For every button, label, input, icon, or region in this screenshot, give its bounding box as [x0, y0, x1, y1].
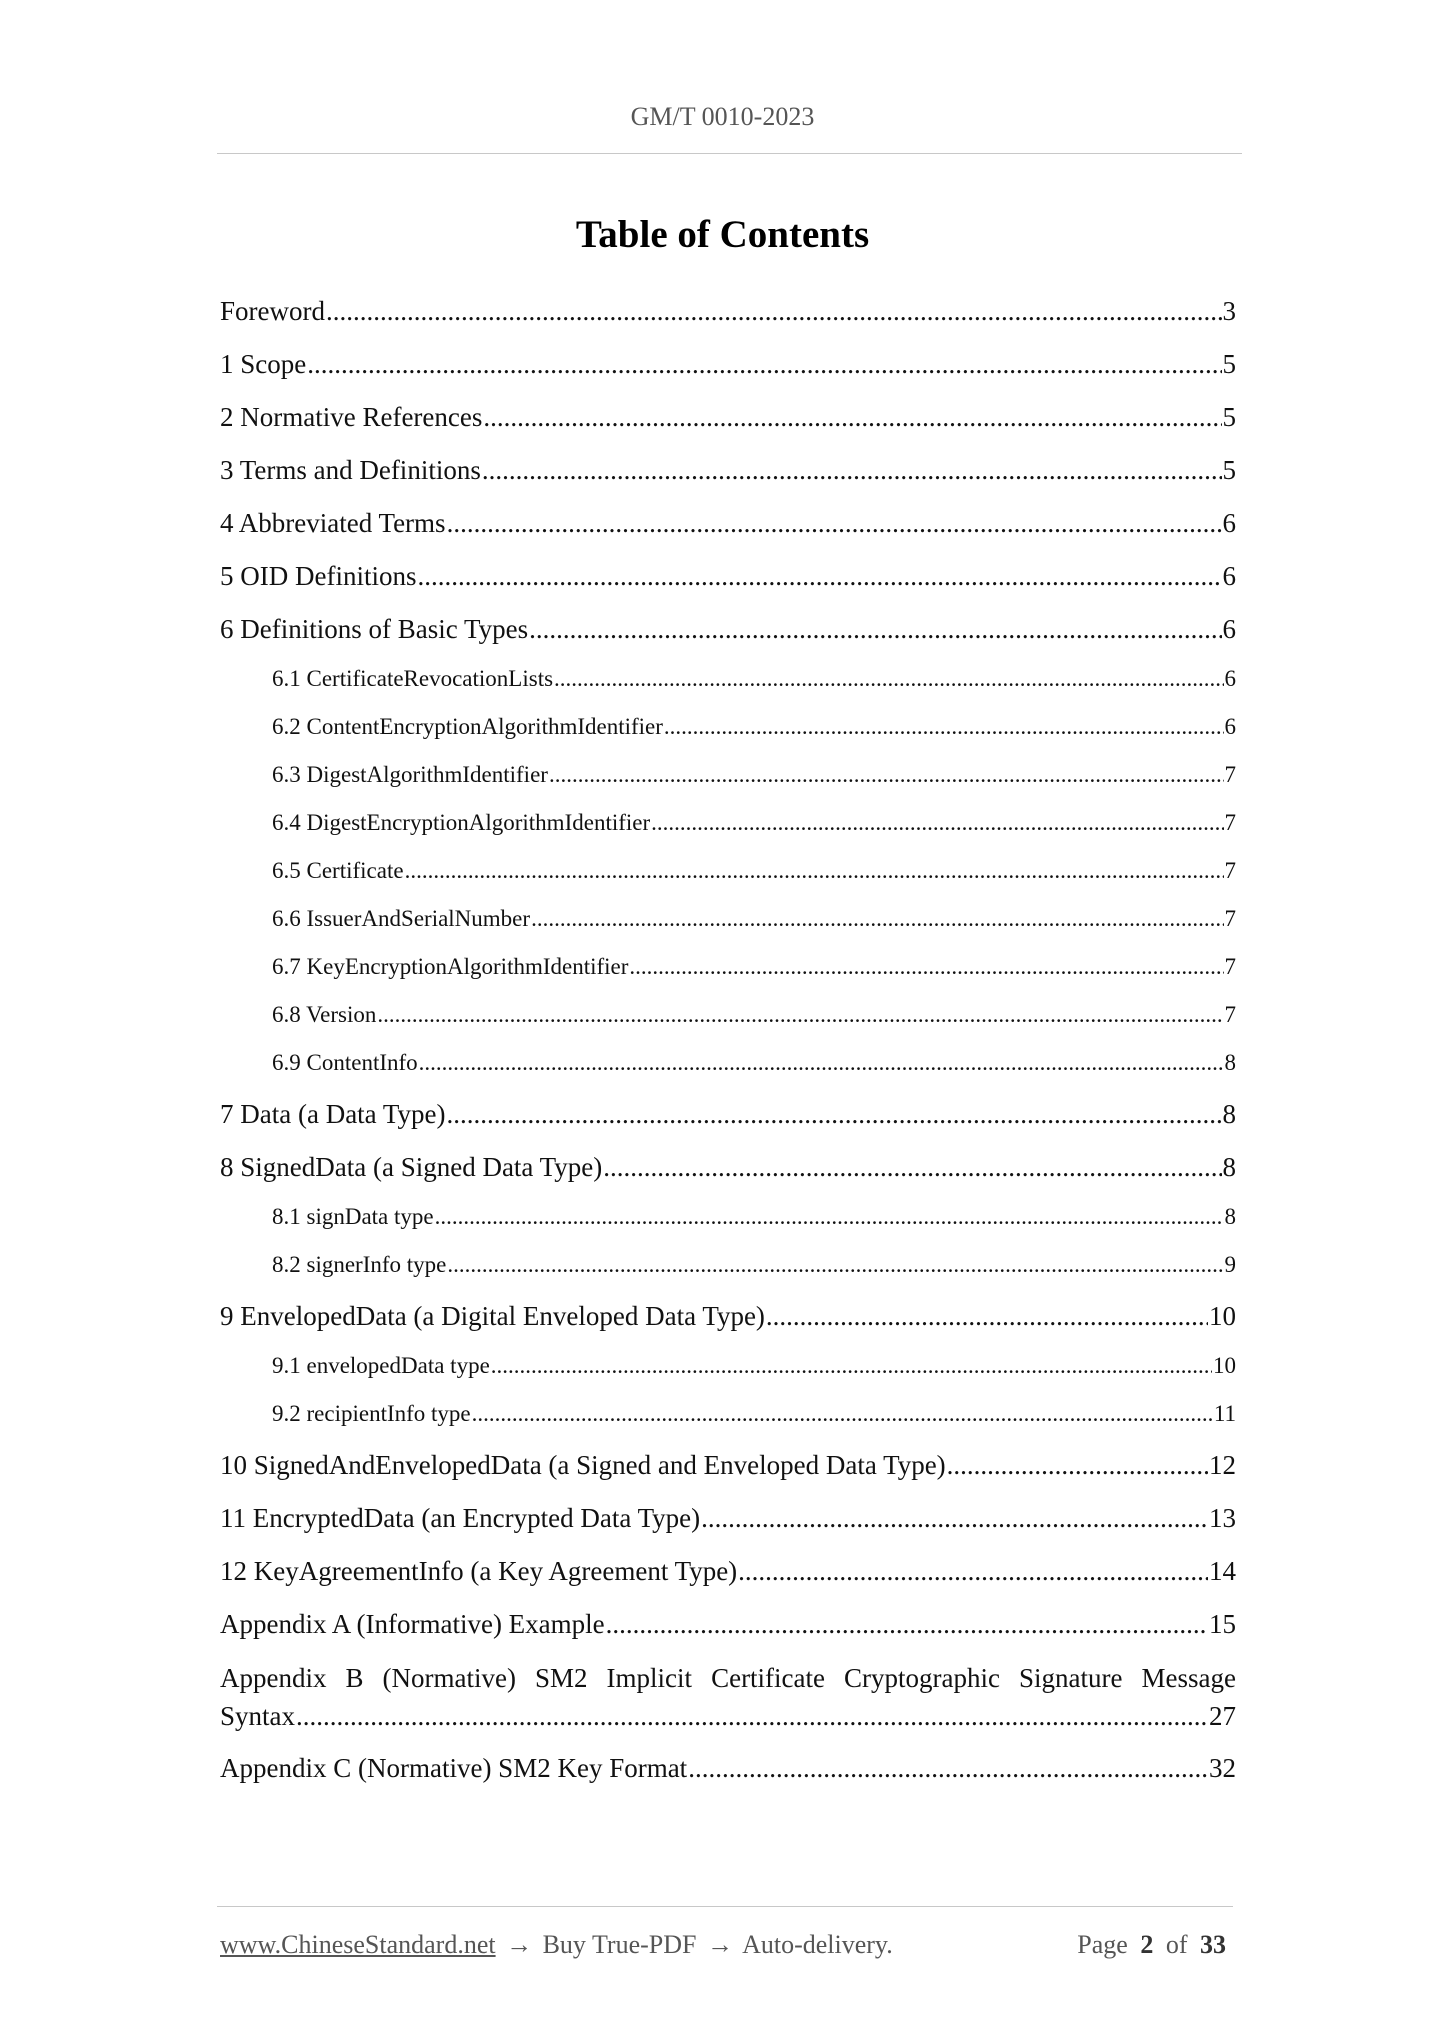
toc-page: 7 — [1224, 906, 1236, 931]
toc-entry[interactable] — [220, 1440, 1236, 1493]
delivery-text: Auto-delivery. — [742, 1930, 893, 1959]
toc-leader — [483, 392, 1221, 442]
toc-entry[interactable] — [220, 1599, 1236, 1652]
toc-page: 5 — [1222, 402, 1236, 432]
page-word: Page — [1077, 1930, 1128, 1959]
toc-label: 4 Abbreviated Terms — [220, 508, 446, 538]
toc-page: 14 — [1209, 1556, 1236, 1586]
toc-leader — [531, 897, 1223, 941]
page-title: Table of Contents — [575, 213, 870, 256]
toc-leader — [447, 1243, 1223, 1287]
toc-page: 13 — [1209, 1503, 1236, 1533]
arrow-right-icon: → — [707, 1930, 733, 1959]
toc-leader — [766, 1291, 1208, 1341]
toc-leader — [307, 339, 1221, 389]
page-total: 33 — [1200, 1930, 1226, 1959]
toc-label: 6.9 ContentInfo — [272, 1050, 418, 1075]
toc-page: 27 — [1209, 1701, 1236, 1731]
toc-label: 9.2 recipientInfo type — [272, 1401, 471, 1426]
toc-label: Foreword — [220, 296, 325, 326]
header-divider — [217, 153, 1242, 154]
toc-leader — [738, 1546, 1208, 1596]
toc-page: 8 — [1222, 1152, 1236, 1182]
toc-leader — [296, 1697, 1208, 1735]
page-footer — [220, 1930, 1232, 1960]
arrow-right-icon: → — [506, 1930, 533, 1959]
toc-label: 6.2 ContentEncryptionAlgorithmIdentifier — [272, 714, 663, 739]
toc-page: 5 — [1222, 349, 1236, 379]
toc-leader — [651, 801, 1223, 845]
toc-entry[interactable] — [220, 498, 1236, 551]
toc-label: 10 SignedAndEnvelopedData (a Signed and Enveloped Data Type) — [220, 1450, 946, 1480]
toc-leader — [405, 849, 1224, 893]
toc-entry[interactable] — [220, 1089, 1236, 1142]
toc-page: 10 — [1213, 1353, 1236, 1378]
toc-entry[interactable] — [220, 1743, 1236, 1796]
toc-page: 3 — [1222, 296, 1236, 326]
toc-subentry[interactable] — [220, 993, 1236, 1041]
toc-label: 8 SignedData (a Signed Data Type) — [220, 1152, 603, 1182]
toc-leader — [377, 993, 1223, 1037]
footer-divider — [217, 1906, 1233, 1907]
toc-leader — [435, 1195, 1224, 1239]
toc-label: 9.1 envelopedData type — [272, 1353, 490, 1378]
page-indicator — [1077, 1930, 1232, 1960]
toc-subentry[interactable] — [220, 1041, 1236, 1089]
toc-subentry[interactable] — [220, 1243, 1236, 1291]
of-word: of — [1165, 1930, 1188, 1959]
toc-page: 8 — [1224, 1204, 1236, 1229]
toc-entry[interactable] — [220, 392, 1236, 445]
toc-label: 6.5 Certificate — [272, 858, 404, 883]
toc-page: 7 — [1224, 810, 1236, 835]
toc-label: Appendix C (Normative) SM2 Key Format — [220, 1753, 688, 1783]
toc-page: 6 — [1222, 561, 1236, 591]
toc-entry[interactable] — [220, 1142, 1236, 1195]
toc-page: 7 — [1224, 1002, 1236, 1027]
toc-entry[interactable] — [220, 604, 1236, 657]
footer-left — [220, 1930, 893, 1960]
toc-page: 6 — [1222, 508, 1236, 538]
site-link[interactable]: www.ChineseStandard.net — [220, 1930, 496, 1959]
page-number: 2 — [1140, 1930, 1154, 1959]
toc-entry[interactable] — [220, 1493, 1236, 1546]
toc-label: 5 OID Definitions — [220, 561, 417, 591]
toc-leader — [472, 1392, 1213, 1436]
toc-leader — [447, 1089, 1222, 1139]
toc-page: 15 — [1209, 1609, 1236, 1639]
toc-label: 6.1 CertificateRevocationLists — [272, 666, 554, 691]
toc-leader — [491, 1344, 1212, 1388]
toc-entry[interactable] — [220, 1652, 1236, 1743]
toc-label: 2 Normative References — [220, 402, 483, 432]
running-header: GM/T 0010-2023 — [630, 102, 815, 131]
toc-leader — [947, 1440, 1208, 1490]
toc-leader — [554, 657, 1223, 701]
buy-link[interactable]: Buy True-PDF — [542, 1930, 697, 1959]
toc-label: 8.1 signData type — [272, 1204, 434, 1229]
toc-entry[interactable] — [220, 1546, 1236, 1599]
toc-label: 12 KeyAgreementInfo (a Key Agreement Type) — [220, 1556, 738, 1586]
toc-leader — [629, 945, 1223, 989]
toc-entry[interactable] — [220, 551, 1236, 604]
toc-subentry[interactable] — [220, 1195, 1236, 1243]
toc-leader — [482, 445, 1222, 495]
toc-label: 8.2 signerInfo type — [272, 1252, 447, 1277]
toc-label: 11 EncryptedData (an Encrypted Data Type) — [220, 1503, 701, 1533]
toc-label: 9 EnvelopedData (a Digital Enveloped Data Type) — [220, 1301, 765, 1331]
toc-page: 6 — [1224, 666, 1236, 691]
toc-leader — [701, 1493, 1208, 1543]
toc-page: 9 — [1224, 1252, 1236, 1277]
toc-leader — [529, 604, 1221, 654]
toc-leader — [606, 1599, 1208, 1649]
toc-page: 6 — [1222, 614, 1236, 644]
toc-page: 7 — [1224, 762, 1236, 787]
toc-label: 6.7 KeyEncryptionAlgorithmIdentifier — [272, 954, 629, 979]
toc-label: Appendix A (Informative) Example — [220, 1609, 605, 1639]
toc-subentry[interactable] — [220, 1344, 1236, 1392]
toc-page: 11 — [1213, 1401, 1236, 1426]
toc-page: 7 — [1224, 858, 1236, 883]
toc-leader — [664, 705, 1224, 749]
toc-subentry[interactable] — [220, 897, 1236, 945]
toc-label: 1 Scope — [220, 349, 307, 379]
toc-label: 6 Definitions of Basic Types — [220, 614, 529, 644]
toc-label: 3 Terms and Definitions — [220, 455, 481, 485]
toc-leader — [549, 753, 1224, 797]
toc-page: 10 — [1209, 1301, 1236, 1331]
toc-label: 6.6 IssuerAndSerialNumber — [272, 906, 531, 931]
table-of-contents — [220, 286, 1236, 1796]
toc-entry[interactable] — [220, 1291, 1236, 1344]
toc-subentry[interactable] — [220, 945, 1236, 993]
toc-leader — [603, 1142, 1221, 1192]
toc-page: 32 — [1209, 1753, 1236, 1783]
toc-subentry[interactable] — [220, 1392, 1236, 1440]
toc-label: Appendix B (Normative) SM2 Implicit Certificate Cryptographic Signature Message — [220, 1663, 1236, 1693]
toc-leader — [688, 1743, 1208, 1793]
toc-page: 5 — [1222, 455, 1236, 485]
toc-label: 6.8 Version — [272, 1002, 377, 1027]
toc-page: 8 — [1224, 1050, 1236, 1075]
toc-leader — [417, 551, 1221, 601]
toc-label: 6.4 DigestEncryptionAlgorithmIdentifier — [272, 810, 651, 835]
toc-entry[interactable] — [220, 445, 1236, 498]
toc-entry[interactable] — [220, 286, 1236, 339]
toc-leader — [326, 286, 1222, 336]
toc-subentry[interactable] — [220, 801, 1236, 849]
toc-subentry[interactable] — [220, 657, 1236, 705]
toc-page: 7 — [1224, 954, 1236, 979]
toc-page: 12 — [1209, 1450, 1236, 1480]
toc-entry[interactable] — [220, 339, 1236, 392]
toc-leader — [419, 1041, 1224, 1085]
toc-label-continued: Syntax — [220, 1701, 296, 1731]
toc-page: 8 — [1222, 1099, 1236, 1129]
toc-page: 6 — [1224, 714, 1236, 739]
toc-leader — [447, 498, 1222, 548]
toc-label: 6.3 DigestAlgorithmIdentifier — [272, 762, 548, 787]
toc-label: 7 Data (a Data Type) — [220, 1099, 446, 1129]
toc-subentry[interactable] — [220, 849, 1236, 897]
toc-subentry[interactable] — [220, 705, 1236, 753]
toc-subentry[interactable] — [220, 753, 1236, 801]
